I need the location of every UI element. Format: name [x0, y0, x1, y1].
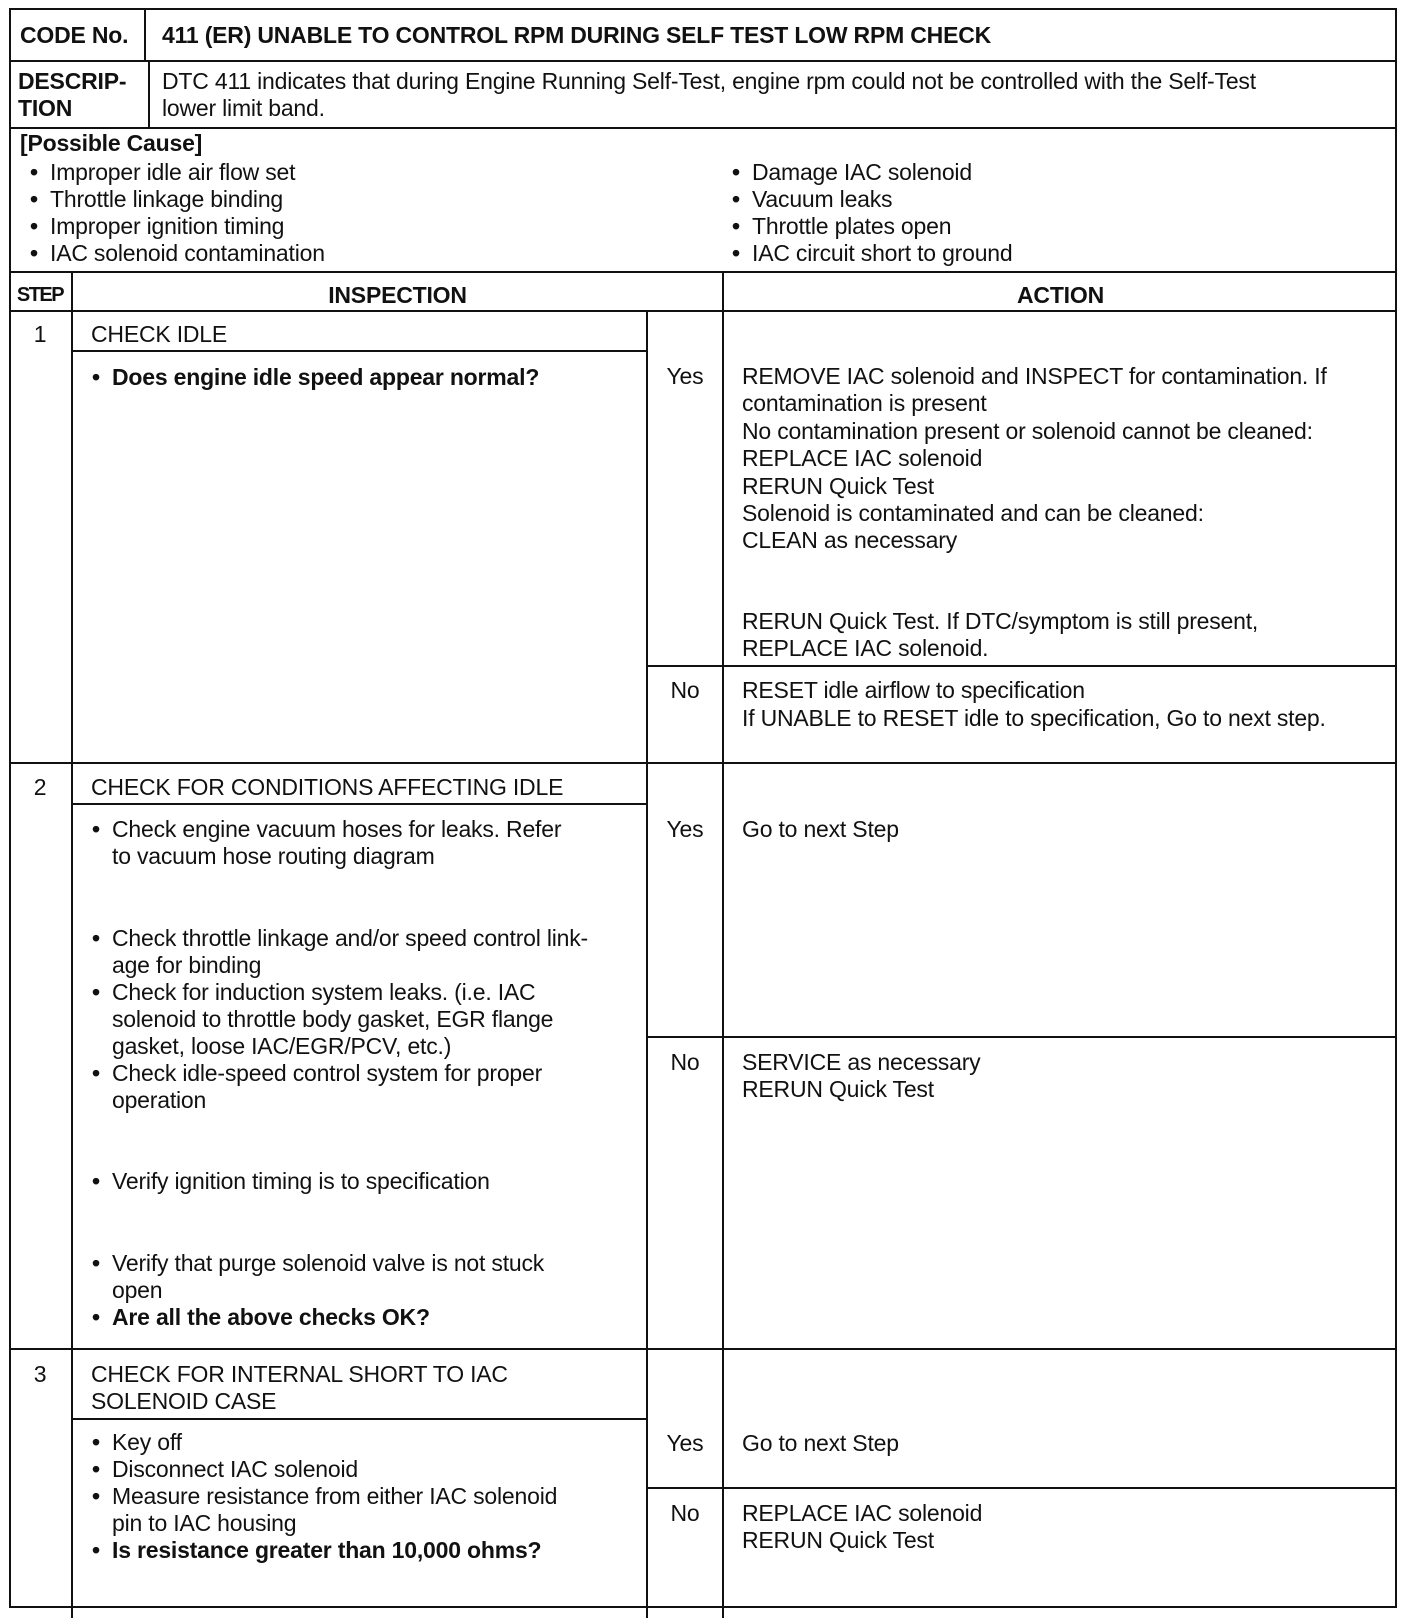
step-check: pin to IAC housing: [112, 1510, 297, 1536]
yes-action: CLEAN as necessary: [742, 527, 957, 553]
description-text: DTC 411 indicates that during Engine Running Self-Test, engine rpm could not be controlled with the Self-Test: [162, 68, 1256, 94]
inspection-column-header: INSPECTION: [328, 282, 467, 308]
no-action: RERUN Quick Test: [742, 1527, 934, 1553]
yes-action: Go to next Step: [742, 1430, 899, 1456]
cause-item: • Damage IAC solenoid: [752, 159, 972, 186]
rule-step2-end: [9, 1348, 1397, 1350]
step-check: operation: [112, 1087, 207, 1113]
rule-step-col: [71, 271, 73, 1618]
step-question: • Is resistance greater than 10,000 ohms?: [112, 1537, 541, 1564]
step-number: 3: [33, 1361, 47, 1387]
step-check: • Verify that purge solenoid valve is not stuck: [112, 1250, 544, 1277]
yes-label: Yes: [666, 363, 704, 389]
step-check: • Check idle-speed control system for proper: [112, 1060, 542, 1087]
step-check: solenoid to throttle body gasket, EGR flange: [112, 1006, 554, 1032]
rule-col-header: [9, 310, 1397, 312]
no-label: No: [670, 1049, 700, 1075]
yes-label: Yes: [666, 1430, 704, 1456]
no-action: SERVICE as necessary: [742, 1049, 981, 1075]
rule-action-col: [722, 271, 724, 1618]
step-title: CHECK FOR INTERNAL SHORT TO IAC: [91, 1361, 508, 1387]
rule-code-divider: [144, 8, 146, 62]
code-title: 411 (ER) UNABLE TO CONTROL RPM DURING SELF TEST LOW RPM CHECK: [162, 22, 992, 48]
yes-action: contamination is present: [742, 390, 987, 416]
yes-action: Solenoid is contaminated and can be cleaned:: [742, 500, 1204, 526]
step-check: • Measure resistance from either IAC solenoid: [112, 1483, 557, 1510]
description-text: lower limit band.: [162, 95, 325, 121]
step-column-header: STEP: [16, 284, 64, 306]
step-check: age for binding: [112, 952, 262, 978]
step-check: • Check for induction system leaks. (i.e. IAC: [112, 979, 535, 1006]
cause-item: • Throttle linkage binding: [50, 186, 283, 213]
yes-action: REMOVE IAC solenoid and INSPECT for contamination. If: [742, 363, 1327, 389]
rule-desc-divider: [148, 60, 150, 129]
step-check: to vacuum hose routing diagram: [112, 843, 435, 869]
step-question: • Does engine idle speed appear normal?: [112, 364, 539, 391]
cause-item: • Improper idle air flow set: [50, 159, 295, 186]
yes-action: Go to next Step: [742, 816, 899, 842]
description-label: TION: [18, 95, 73, 121]
yes-action: No contamination present or solenoid cannot be cleaned:: [742, 418, 1313, 444]
cause-item: • IAC solenoid contamination: [50, 240, 325, 267]
no-action: RESET idle airflow to specification: [742, 677, 1085, 703]
step-check: • Check throttle linkage and/or speed control link-: [112, 925, 588, 952]
rule-step3-title: [72, 1418, 646, 1420]
no-label: No: [670, 677, 700, 703]
rule-step1-end: [9, 762, 1397, 764]
cause-item: • Throttle plates open: [752, 213, 951, 240]
cause-item: • Vacuum leaks: [752, 186, 892, 213]
step-number: 1: [33, 321, 47, 347]
rule-step2-title: [72, 803, 646, 805]
step-check: • Key off: [112, 1429, 182, 1456]
rule-description: [9, 127, 1397, 129]
action-column-header: ACTION: [1017, 282, 1104, 308]
no-label: No: [670, 1500, 700, 1526]
yes-action: REPLACE IAC solenoid.: [742, 635, 989, 661]
step-number: 2: [33, 774, 47, 800]
step-check: • Verify ignition timing is to specification: [112, 1168, 490, 1195]
cause-item: • IAC circuit short to ground: [752, 240, 1013, 267]
yes-action: RERUN Quick Test: [742, 473, 934, 499]
rule-step1-yes-no: [646, 665, 1397, 667]
step-title: CHECK FOR CONDITIONS AFFECTING IDLE: [91, 774, 564, 800]
step-question: • Are all the above checks OK?: [112, 1304, 430, 1331]
rule-answer-col: [646, 310, 648, 1618]
step-check: gasket, loose IAC/EGR/PCV, etc.): [112, 1033, 452, 1059]
rule-step3-yes-no: [646, 1487, 1397, 1489]
step-check: • Check engine vacuum hoses for leaks. Refer: [112, 816, 561, 843]
step-title: CHECK IDLE: [91, 321, 228, 347]
no-action: RERUN Quick Test: [742, 1076, 934, 1102]
description-label: DESCRIP-: [18, 68, 127, 94]
yes-action: RERUN Quick Test. If DTC/symptom is still present,: [742, 608, 1259, 634]
yes-action: REPLACE IAC solenoid: [742, 445, 983, 471]
rule-step1-title: [72, 350, 646, 352]
step-check: • Disconnect IAC solenoid: [112, 1456, 358, 1483]
step-check: open: [112, 1277, 163, 1303]
possible-cause-title: [Possible Cause]: [20, 130, 203, 156]
no-action: If UNABLE to RESET idle to specification, Go to next step.: [742, 705, 1326, 731]
step-title: SOLENOID CASE: [91, 1388, 277, 1414]
no-action: REPLACE IAC solenoid: [742, 1500, 983, 1526]
rule-step2-yes-no: [646, 1036, 1397, 1038]
code-label: CODE No.: [20, 22, 129, 48]
yes-label: Yes: [666, 816, 704, 842]
rule-header: [9, 60, 1397, 62]
rule-cause: [9, 271, 1397, 273]
cause-item: • Improper ignition timing: [50, 213, 284, 240]
